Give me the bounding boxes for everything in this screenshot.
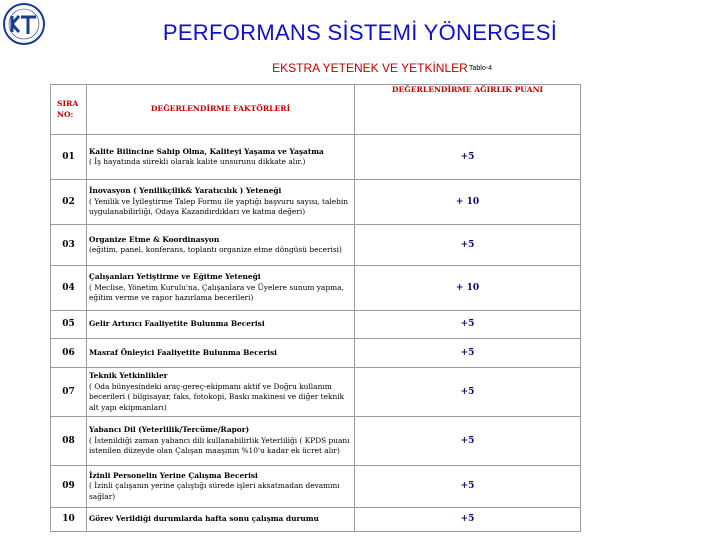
weight-points: +5	[355, 135, 581, 180]
header-sira-no: SIRA NO:	[51, 85, 87, 135]
factor-title: Kalite Bilincine Sahip Olma, Kaliteyi Yaşama ve Yaşatma	[89, 146, 324, 156]
factor-title: Organize Etme & Koordinasyon	[89, 234, 220, 244]
factor-title: Yabancı Dil (Yeterlilik/Tercüme/Rapor)	[89, 425, 250, 435]
factor-cell	[87, 339, 355, 368]
factor-cell	[87, 135, 355, 180]
weight-points: +5	[355, 339, 581, 368]
weight-points: + 10	[355, 180, 581, 225]
factor-description: ( Meclise, Yönetim Kurulu'na, Çalışanlara ve Üyelere sunum yapma, eğitim verme ve rapor hazırlama becerileri)	[89, 282, 344, 303]
row-number: 08	[51, 417, 87, 466]
factor-cell	[87, 368, 355, 417]
table-row	[51, 266, 581, 311]
page-subtitle: EKSTRA YETENEK VE YETKİNLER	[272, 61, 468, 75]
factor-description: (eğitim, panel, konferans, toplantı organize etme döngüsü becerisi)	[89, 245, 342, 254]
factor-cell	[87, 508, 355, 532]
table-row	[51, 466, 581, 508]
factor-description: ( Oda bünyesindeki araç-gereç-ekipmanı aktif ve Doğru kullanım becerileri ( bilgisayar, faks, fotokopi, Baskı makinesi ve diğer teknik alt yapı ekipmanları)	[89, 381, 345, 412]
row-number: 09	[51, 466, 87, 508]
factor-title: Gelir Artırıcı Faaliyetite Bulunma Becerisi	[89, 319, 265, 329]
row-number: 10	[51, 508, 87, 532]
factor-cell	[87, 266, 355, 311]
weight-points: +5	[355, 466, 581, 508]
weight-points: +5	[355, 508, 581, 532]
weight-points: +5	[355, 417, 581, 466]
table-row	[51, 368, 581, 417]
row-number: 01	[51, 135, 87, 180]
row-number: 07	[51, 368, 87, 417]
factor-cell	[87, 311, 355, 339]
weight-points: +5	[355, 311, 581, 339]
row-number: 04	[51, 266, 87, 311]
factor-title: Masraf Önleyici Faaliyetite Bulunma Becerisi	[89, 347, 277, 357]
weight-points: + 10	[355, 266, 581, 311]
weight-points: +5	[355, 225, 581, 266]
table-reference: Tablo-4	[469, 65, 492, 72]
table-row	[51, 135, 581, 180]
weight-points: +5	[355, 368, 581, 417]
row-number: 02	[51, 180, 87, 225]
table-row	[51, 508, 581, 532]
table-row	[51, 417, 581, 466]
table-row	[51, 311, 581, 339]
table-header-row	[51, 85, 581, 135]
factor-cell	[87, 417, 355, 466]
page-title: PERFORMANS SİSTEMİ YÖNERGESİ	[162, 20, 558, 45]
table-row	[51, 339, 581, 368]
factor-cell	[87, 180, 355, 225]
row-number: 06	[51, 339, 87, 368]
header-factors: DEĞERLENDİRME FAKTÖRLERİ	[87, 85, 355, 135]
factor-title: Teknik Yetkinlikler	[89, 371, 168, 380]
table-row	[51, 225, 581, 266]
factor-description: ( Yenilik ve İyileştirme Talep Formu ile yaptığı başvuru sayısı, talebin uygulanabilirliği, Odaya Kazandırdıkları ve katma değeri)	[89, 196, 349, 217]
factor-title: Çalışanları Yetiştirme ve Eğitme Yeteneği	[89, 272, 261, 282]
evaluation-table	[50, 84, 581, 532]
factor-cell	[87, 225, 355, 266]
row-number: 03	[51, 225, 87, 266]
factor-title: Görev Verildiği durumlarda hafta sonu çalışma durumu	[89, 514, 319, 524]
header-weight-points: DEĞERLENDİRME AĞIRLIK PUANI	[355, 85, 581, 135]
factor-title: İnovasyon ( Yenilikçilik& Yaratıcılık ) Yeteneği	[89, 186, 282, 196]
factor-title: İzinli Personelin Yerine Çalışma Becerisi	[89, 470, 258, 480]
factor-cell	[87, 466, 355, 508]
row-number: 05	[51, 311, 87, 339]
table-row	[51, 180, 581, 225]
factor-description: ( İzinli çalışanın yerine çalıştığı sürede işleri aksatmadan devamını sağlar)	[89, 481, 340, 501]
factor-description: ( İş hayatında sürekli olarak kalite unsurunu dikkate alır.)	[89, 157, 306, 166]
factor-description: ( İstenildiği zaman yabancı dili kullanabilirlik Yeterliliği ( KPDS puanı istenilen düzeyde olan Çalışan maaşının %10'u kadar ek ücret alır)	[89, 435, 350, 456]
